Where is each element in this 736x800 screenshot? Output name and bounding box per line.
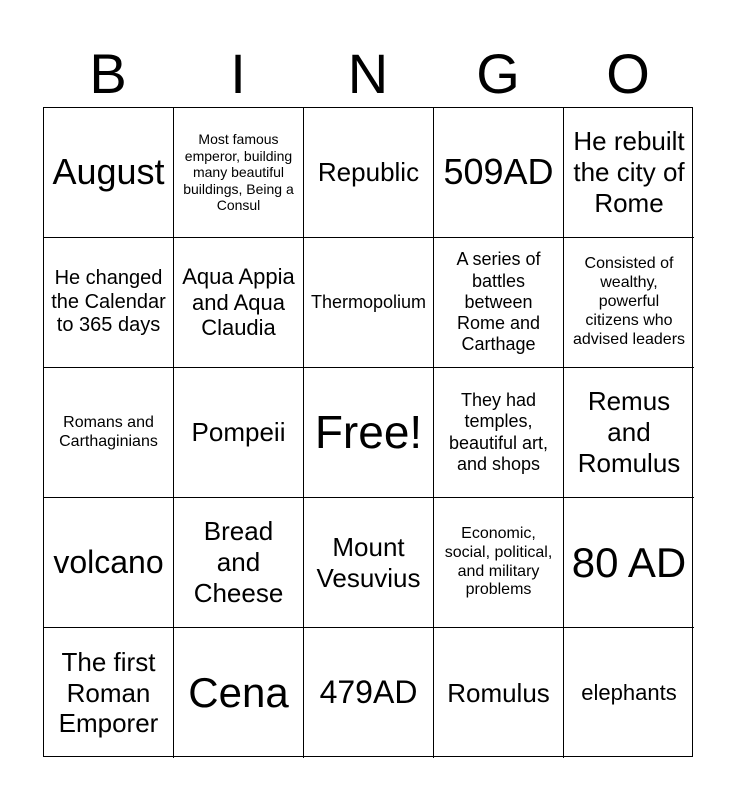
bingo-cell-r2-c3[interactable] [304,238,434,368]
cell-text: August [52,151,165,193]
header-letter-o: O [606,42,650,105]
cell-text: 509AD [443,151,554,193]
bingo-cell-r1-c3[interactable] [304,108,434,238]
cell-text: elephants [581,680,677,706]
cell-text: They had temples, beautiful art, and shops [448,390,549,474]
header-letter-i: I [230,42,246,105]
cell-text: 479AD [319,674,418,711]
cell-text: A series of battles between Rome and Carthage [456,249,541,355]
bingo-header [43,40,693,108]
bingo-cell-r1-c4[interactable] [434,108,564,238]
cell-text: Aqua Appia and Aqua Claudia [182,263,295,341]
bingo-cell-r5-c3[interactable] [304,628,434,758]
bingo-cell-r3-c1[interactable] [44,368,174,498]
bingo-cell-r2-c1[interactable] [44,238,174,368]
bingo-cell-r3-c5[interactable] [564,368,694,498]
cell-text: Free! [314,405,423,458]
header-letter-b: B [89,42,127,105]
cell-text: Bread and Cheese [193,516,284,608]
bingo-cell-r3-c4[interactable] [434,368,564,498]
cell-text: 80 AD [571,538,687,586]
bingo-cell-r2-c5[interactable] [564,238,694,368]
bingo-cell-r1-c1[interactable] [44,108,174,238]
header-letter-g: G [476,42,520,105]
bingo-cell-r2-c2[interactable] [174,238,304,368]
cell-text: Pompeii [191,417,286,448]
cell-text: Romans and Carthaginians [59,413,158,450]
cell-text: Republic [317,157,420,188]
cell-text: Remus and Romulus [577,386,681,478]
bingo-cell-r5-c5[interactable] [564,628,694,758]
cell-text: Romulus [447,677,550,708]
bingo-cell-r1-c5[interactable] [564,108,694,238]
bingo-cell-r3-c2[interactable] [174,368,304,498]
cell-text: Mount Vesuvius [316,531,421,593]
bingo-cell-r4-c2[interactable] [174,498,304,628]
bingo-cell-r4-c1[interactable] [44,498,174,628]
bingo-cell-r2-c4[interactable] [434,238,564,368]
cell-text: volcano [53,543,164,580]
bingo-board [43,107,693,757]
bingo-cell-r5-c2[interactable] [174,628,304,758]
cell-text: Cena [188,669,289,717]
bingo-cell-r5-c1[interactable] [44,628,174,758]
cell-text: The first Roman Emporer [58,646,159,739]
cell-text: Thermopolium [310,291,427,312]
bingo-cell-r4-c4[interactable] [434,498,564,628]
cell-text: Most famous emperor, building many beautiful buildings, Being a Consul [183,131,294,214]
bingo-cell-free[interactable] [304,368,434,498]
cell-text: Consisted of wealthy, powerful citizens who advised leaders [572,255,686,348]
cell-text: He rebuilt the city of Rome [573,126,685,218]
bingo-cell-r4-c3[interactable] [304,498,434,628]
bingo-cell-r1-c2[interactable] [174,108,304,238]
cell-text: Economic, social, political, and military problems [444,524,553,599]
header-letter-n: N [347,42,389,105]
cell-text: He changed the Calendar to 365 days [51,267,166,337]
bingo-cell-r5-c4[interactable] [434,628,564,758]
bingo-cell-r4-c5[interactable] [564,498,694,628]
